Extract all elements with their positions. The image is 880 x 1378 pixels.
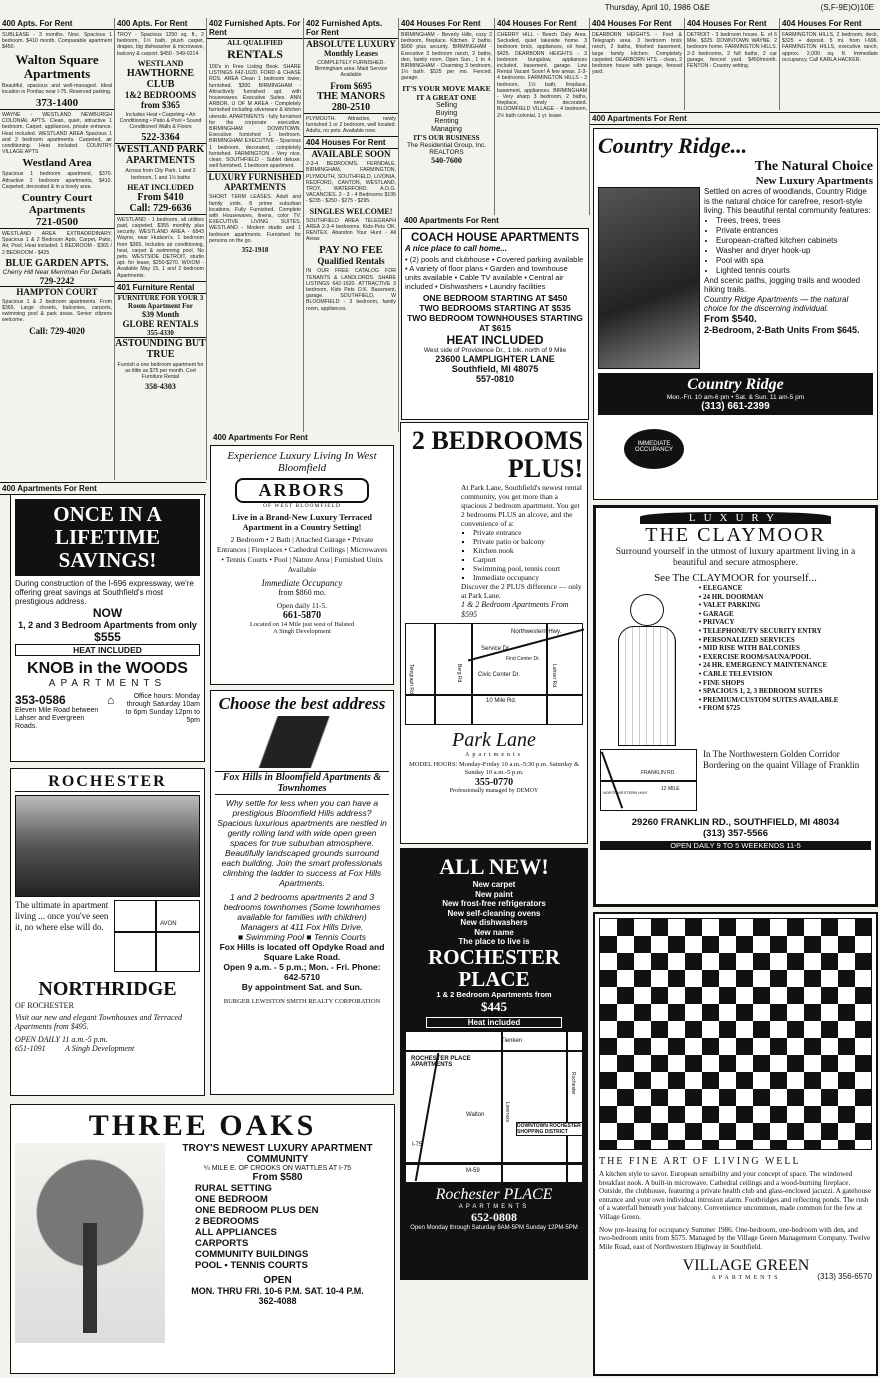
park-lane-mgmt: Professionally managed by DEMOY [449,788,539,794]
country-ridge-footer [598,373,873,415]
map-label: ROCHESTER PLACE APARTMENTS [411,1056,471,1068]
vg-headline: THE FINE ART OF LIVING WELL [599,1156,801,1167]
country-ridge-two-bed: 2-Bedroom, 2-Bath Units From $645. [704,324,860,335]
feature-item: • PRIVACY [703,618,871,627]
ad-title: ASTOUNDING BUT TRUE [115,337,206,360]
fox-hills-managers: Managers at 411 Fox Hills Drive. [240,922,364,932]
rp-units: 1 & 2 Bedroom Apartments from [436,990,552,999]
ad-title: GLOBE RENTALS [122,318,199,329]
classified-text: WAYNE - WESTLAND NEWBURGH COLONIAL APTS. Clean, quiet, attractive 1 bedroom. Carpet, appliances, private entrance. Heat included. WESTLAND AREA Spacious 1 and 2 bedroom apartments. Carpeted, air conditioning. Heat included. COUNTRY VILLAGE APTS [2,112,112,156]
ad-phone: 540-7600 [431,155,462,165]
vg-logo-sub: APARTMENTS [711,1275,781,1282]
three-oaks-open: OPEN [263,1275,292,1286]
three-oaks-location: ¼ MILE E. OF CROOKS ON WATTLES AT I-75 [203,1165,352,1172]
classified-text: Spacious 1 & 2 bedroom apartments. From $365. Large closets, balconies, carports, swimming pool & park areas. Senior citizens welcome. [2,298,112,324]
service-item: Managing [431,125,462,133]
fox-hills-appt: By appointment Sat. and Sun. [241,982,363,992]
map-label: Berg Rd. [456,664,462,684]
service-item: Selling [435,101,457,109]
ad-title: LUXURY FURNISHED APARTMENTS [208,172,302,193]
section-header: 400 Apartments For Rent [402,215,594,226]
service-item: Renting [434,117,459,125]
arbors-from: from $860 mo. [278,588,326,597]
map-label: Civic Center Dr. [478,672,521,678]
classified-text: Includes Heat • Carpeting • Air Conditioning • Patio & Pool • Sound Conditioned Walls & Floors [119,111,202,131]
fox-hills-units: 1 and 2 bedrooms apartments 2 and 3 bedrooms townhomes (Some townhomes available for families with children) [223,892,381,922]
northridge-ad [10,768,205,1096]
coach-location: West side of Providence Dr., 1 blk. north of 9 Mile [423,347,567,354]
northridge-map [114,900,200,972]
feature-item: New dishwashers [460,918,528,927]
northridge-open: OPEN DAILY 11 a.m.-5 p.m. [15,1035,108,1044]
equal-housing-icon: ⌂ [107,693,115,707]
column-header: 400 Apts. For Rent [115,18,206,30]
map-label: Service Dr. [481,646,511,652]
ad-title: HAMPTON COURT [16,286,98,297]
ad-title: IT'S YOUR MOVE MAKE IT A GREAT ONE [402,83,491,102]
feature-item: POOL • TENNIS COURTS [195,1260,308,1271]
ad-title: Country Court Apartments [21,192,93,217]
three-oaks-illustration [15,1143,165,1343]
ad-title: THE MANORS [316,90,386,102]
claymoor-ribbon: LUXURY [640,512,831,524]
coach-townhouse: TWO BEDROOM TOWNHOUSES STARTING AT $615 [407,313,583,333]
park-lane-hours: MODEL HOURS: Monday-Friday 10 a.m.-5:30 p.m. Saturday & Sunday 10 a.m.-5 p.m. [408,761,579,776]
classified-text: COMPLETELY FURNISHED. Birmingham area. Maid Service Available [314,60,388,79]
column-header: 401 Furniture Rental [115,281,206,294]
map-label: M-59 [466,1168,480,1174]
ad-subtitle: Qualified Rentals [317,256,385,267]
park-lane-price: 1 & 2 Bedroom Apartments From $595 [461,600,569,619]
feature-item: RURAL SETTING [195,1183,272,1194]
feature-item: • 24 HR. DOORMAN [703,593,871,602]
ad-title: ALL QUALIFIED [227,39,283,47]
map-label: 12 MILE [661,786,680,792]
classified-text: Furnish a one bedroom apartment for as little as $75 per month. Cort Furniture Rental [117,361,204,381]
ad-title: SINGLES WELCOME! [309,206,393,216]
northridge-of: OF ROCHESTER [15,1001,74,1010]
feature-item: • CABLE TELEVISION [703,670,871,679]
feature-item: • FINE SHOPS [703,679,871,688]
map-label: DOWNTOWN ROCHESTER SHOPPING DISTRICT [516,1122,583,1136]
map-label: First Center Dr. [506,656,540,662]
vg-preleasing: Now pre-leasing for occupancy Summer 1986. One-bedroom, one-bedroom with den, and two-bedroom units from $575. Managed by the Village Green Management Company. Twelve Mile Road, east of Northwestern Highway in Southfield. [599,1225,871,1251]
arbors-open: Open daily 11-5. [276,601,328,610]
section-header: 400 Apartments For Rent [0,482,206,495]
ad-title: WESTLAND [137,58,184,68]
country-ridge-scenic: And scenic paths, jogging trails and wooded hiking trails. [704,275,861,294]
rp-features [406,880,582,937]
classified-text: SUBLEASE - 3 months. Novi. Spacious 1 bedroom. $410 month. Comparable apartment $450. [2,32,112,51]
feature-item: • PREMIUM/CUSTOM SUITES AVAILABLE [703,696,871,705]
classified-text: CHERRY HILL - Beech Daly Area. Secluded, quiet lakeside home. 3 bedroom brick, appliances, oil heat, $425. DEARBORN HEIGHTS - 3 bedroom bungalow, appliances included, basement, garage. Low Rental Vacant Soon! A few areas. 2-3-4 bedrooms. FARMINGTON HILLS - 3 bedroom, 1½ bath, fireplace, basement, appliances. BIRMINGHAM - Very sharp 3 bedroom, 2 baths, fireplace, newly decorated. BLOOMFIELD VILLAGE - 4 bedroom, 2½ bath colonial, 1 yr. lease. [497,32,587,119]
fox-hills-hours: Open 9 a.m. - 5 p.m.; Mon. - Fri. Phone: 642-5710 [223,962,381,982]
services-list [399,102,494,134]
fox-hills-choose: Choose the best address [218,694,386,713]
knob-woods-ad [10,494,205,762]
feature-item: COMMUNITY BUILDINGS [195,1249,309,1260]
vg-body: A kitchen style to savor. European sensibility and your concept of space. The windowed breakfast nook. A built-in microwave. Cathedral ceilings and a wood-burning fireplace. Outside, the clubhouse, featuring a private health club and glass-enclosed jacuzzi. A gatehouse entrance and your own individual intrusion alarm. Footbridges and reflecting ponds. The rush of a waterfall beneath your balcony. Convenience uncommon, made common for the few at Village Green. [599,1170,872,1221]
column-header: 404 Houses For Rent [590,18,684,30]
claymoor-features [695,584,871,749]
classified-text: FARMINGTON HILLS, 2 bedroom, deck, $325 + deposit. 5 mi. from I-696. FARMINGTON HILLS, executive ranch, approx. 2,000 sq. ft. Immediate occupancy. Call KARLA HACKER. [782,32,878,63]
classified-text: SHORT TERM LEASES. Adult and family units. 8 prime suburban locations. Fully Furnished. Complete with Housewares, linens, color TV. EXECUTIVE LIVING SUITES. WESTLAND - Modern studio and 1 bedroom apartments. Furnished for persons on the go. [209,194,301,244]
column-8 [685,18,780,110]
northridge-body: The ultimate in apartment living ... once you've seen it, no where else will do. [15,900,109,932]
arbors-features: 2 Bedroom • 2 Bath | Attached Garage • Private Entrances | Fireplaces • Cathedral Ceilings | Microwaves • Tennis Courts • Pool | Nature Area | Furnished Units Available [216,535,388,574]
claymoor-corridor: In The Northwestern Golden Corridor Bordering on the quaint Village of Franklin [703,749,860,770]
rp-name: ROCHESTER PLACE [428,945,560,991]
lifetime-heat: HEAT INCLUDED [15,644,200,656]
fox-hills-illustration [225,716,379,768]
column-header: 404 Houses For Rent [495,18,589,30]
column-6 [495,18,590,218]
feature-item: New self-cleaning ovens [447,908,541,918]
service-item: Buying [435,109,458,117]
lifetime-units: 1, 2 and 3 Bedroom Apartments from only [18,620,197,630]
country-ridge-logo: Country Ridge [687,376,784,393]
column-header: 402 Furnished Apts. For Rent [207,18,303,39]
three-oaks-features [195,1183,390,1271]
arbors-occupancy: Immediate Occupancy [261,578,343,588]
arbors-tagline: Live in a Brand-New Luxury Terraced Apartment in a Country Setting! [231,512,373,532]
park-lane-logo-sub: Apartments [465,752,523,758]
classified-text: IN OUR FREE CATALOG FOR TENANTS & LANDLORDS. SHARE LISTINGS 642-1620. ATTRACTIVE 3 bedroom, Kids Pets O.K. Basement, garage. SOUTHFIELD, W BLOOMFIELD - 3 bedroom, family room, appliances. [306,268,396,312]
knob-woods-phone: 353-0586 [15,693,66,707]
column-header: 400 Apts. For Rent [0,18,114,30]
feature-item: • FROM $725 [703,704,871,713]
park-lane-body: At Park Lane, Southfield's newest rental community, you get more than a spacious 2 bedroom apartment. You get 2 bedrooms PLUS an alcove, and the convenience of a: [461,483,582,528]
ad-title: Westland Area [22,157,92,170]
feature-item: ONE BEDROOM [195,1194,268,1205]
country-ridge-ad [593,128,878,500]
classified-text: PLYMOUTH. Attractive, newly furnished 1 or 2 bedroom, well located. Adults, no pets. Available now. [306,115,396,135]
column-7 [590,18,685,110]
ad-title: ABSOLUTE LUXURY [306,39,396,49]
ad-phone: 729-2242 [0,276,114,287]
ad-title: IT'S OUR BUSINESS [413,133,480,142]
ad-phone: 522-3364 [115,132,206,144]
feature-item: • EXERCISE ROOM/SAUNA/POOL [703,653,871,662]
claymoor-title: THE CLAYMOOR [645,524,826,546]
park-lane-ad [400,422,588,844]
map-label: Lahser Rd. [551,664,557,689]
coach-features: • (2) pools and clubhouse • Covered parking available • A variety of floor plans • Garden and townhouse units available • Cable TV available • Central air included • Dishwashers • Laundry facilities [405,255,584,291]
feature-item: 2 BEDROOMS [195,1216,259,1227]
claymoor-phone: (313) 357-5566 [703,828,768,839]
arbors-phone: 661-5870 [282,610,322,621]
feature-item: • Lighted tennis courts [716,266,873,276]
feature-item: • Washer and dryer hook-up [716,246,873,256]
country-ridge-hours: Mon.-Fri. 10 am-6 pm • Sat. & Sun. 11 am-5 pm [666,394,805,401]
park-lane-map [405,623,583,725]
coach-house-ad [401,216,589,420]
three-oaks-subtitle: TROY'S NEWEST LUXURY APARTMENT COMMUNITY [182,1143,373,1165]
claymoor-ad [593,505,878,907]
coach-one-bedroom: ONE BEDROOM STARTING AT $450 [422,293,568,303]
park-lane-features [461,528,583,582]
fox-hills-body: Why settle for less when you can have a prestigious Bloomfield Hills address? Spacious luxurious apartments are nestled in gently rolling land with wide open green spaces for true suburban atmosphere. Beautifully landscaped grounds surround each building. Join the smart professionals climbing the ladder to success at Fox Hills Apartments. [217,798,387,888]
column-9 [780,18,880,110]
map-label: Tienken [501,1038,523,1044]
fox-hills-amenities: ■ Swimming Pool ■ Tennis Courts [237,932,367,942]
map-label: NORTHWESTERN HWY [603,790,648,795]
ad-title: Walton Square Apartments [15,51,99,81]
ad-title: WESTLAND PARK APARTMENTS [116,144,205,167]
classified-text: 100's in Free Listing Book. SHARE LISTINGS 642-1620. FORD & CHASE RDS. AREA Clean 1 bedroom lower, furnished. $300. BIRMINGHAM - Attractively furnished apt. with housewares. Executive Suites. ANN ARBOR, U OF M AREA - Completely furnished including silverware & kitchen utensils. APARTMENTS - fully furnished for the corporate executive. BIRMINGHAM DOWNTOWN. Executive furnished 1 bedroom. BIRMINGHAM EXECUTIVE - Spacious 1 bedroom, decorated, completely furnished. FARMINGTON - Very nice, clean. SOUTHFIELD - Sublet deluxe, well furnished, 1 bedroom apartment. [209,64,301,170]
lifetime-title: ONCE IN A LIFETIME SAVINGS! [15,499,200,576]
classified-text: DEARBORN HEIGHTS - Ford & Telegraph area. 3 bedroom brick ranch, 2 baths, finished basement, large family kitchen. Completely carpeted. DEARBORN HTS. - clean, 2 bedroom house with garage, fenced yard. [592,32,682,76]
rp-logo-sub: APARTMENTS [458,1204,530,1210]
country-ridge-intro: Settled on acres of woodlands, Country Ridge is the natural choice for carefree, resort-style living. This beautiful rental community features: [704,187,871,215]
arbors-dev: A Singh Development [273,628,331,635]
column-header: 404 Houses For Rent [399,18,494,30]
northridge-photo [15,795,200,897]
fox-hills-ad [210,690,394,1095]
country-ridge-headline: The Natural Choice [754,159,873,174]
feature-item: CARPORTS [195,1238,249,1249]
classified-text: DETROIT - 3 bedroom house, E. of 6 Mile, $325. DOWNTOWN WAYNE. 2 bedroom home. FARMINGTON HILLS. 2-3 bedrooms, 2 full baths, 2 car garage, fenced yard. $450/month. FENTON - Country setting. [687,32,777,70]
coach-tagline: A nice place to call home... [405,244,507,253]
ad-price: From $410 [137,191,184,203]
three-oaks-title: THREE OAKS [88,1109,317,1142]
masthead-section: (S,F-9E)O)10E [820,3,874,12]
feature-item: • ELEGANCE [703,584,871,593]
country-ridge-features [704,216,873,276]
fox-hills-title: Fox Hills in Bloomfield Apartments & Townhomes [215,771,389,795]
feature-item: ▪ Swimming pool, tennis court [473,564,583,573]
coach-two-bedroom: TWO BEDROOMS STARTING AT $535 [419,303,571,313]
masthead-date: Thursday, April 10, 1986 O&E [604,3,710,12]
ad-subtitle: Cherry Hill Near Merriman For Details [2,268,112,276]
doorman-illustration [600,584,695,749]
feature-item: ONE BEDROOM PLUS DEN [195,1205,319,1216]
feature-item: • SPACIOUS 1, 2, 3 BEDROOM SUITES [703,687,871,696]
feature-item: ▪ Carport [473,555,583,564]
northridge-phone: 651-1091 [15,1044,46,1053]
column-header: 404 Houses For Rent [780,18,880,30]
feature-item: • GARAGE [703,610,871,619]
ad-price: $39 Month [141,309,180,319]
company-type: REALTORS [429,148,464,156]
column-3 [207,18,304,433]
park-lane-logo: Park Lane [452,729,536,751]
ad-phone: 358-4303 [145,382,176,392]
map-label: AVON [160,921,177,927]
map-label: FRANKLIN RD. [641,770,676,776]
classified-text: Beautiful, spacious and well-managed. Ideal location in Pontiac near I-75. Reserved parking. [2,82,112,95]
column-5 [399,18,495,218]
fox-hills-agent: BURGER LEWISTON SMITH REALTY CORPORATION [223,998,381,1005]
classified-text: WESTLAND AREA EXTRAORDINARY. Spacious 1 & 2 Bedroom Apts. Carpet, Patio, Air, Pool, Heat included. 1 BEDROOM - $365 / 2 BEDROOM - $425 [2,231,112,256]
classified-text: Spacious 1 bedroom apartment, $370. Attractive 2 bedroom apartments, $410. Carpeted, decorated & in a lovely area. [2,171,112,190]
feature-item: ▪ Immediate occupancy [473,573,583,582]
three-oaks-price: From $580 [252,1172,303,1183]
coach-phone: 557-0810 [475,374,515,384]
claymoor-map [600,749,697,811]
ad-title: BLUE GARDEN APTS. [5,257,109,269]
arbors-location: Located on 14 Mile just west of Halsted [249,621,355,628]
rp-price: $445 [481,999,507,1014]
feature-item: ▪ Private entrance [473,528,583,537]
coach-city: Southfield, MI 48075 [451,364,539,374]
northridge-dev: A Singh Development [65,1044,135,1053]
ad-title: RENTALS [227,47,283,61]
checkerboard-illustration [599,918,872,1150]
claymoor-see: See The CLAYMOOR for yourself... [654,572,817,584]
classified-text: Across from City Park. 1 and 2 bedroom, 1 and 1½ baths [125,168,196,181]
company-name: The Residential Group, Inc. [406,141,487,149]
rochester-place-ad [400,848,588,1280]
map-label: Northwestern Hwy. [511,629,562,635]
ad-price: From $695 [330,80,372,91]
feature-item: • Trees, trees, trees [716,216,873,226]
three-oaks-phone: 362-4088 [258,1296,297,1306]
rp-title: ALL NEW! [439,854,549,879]
lifetime-body: During construction of the I-696 expressway, we're offering great savings at Southfield's most prestigious address. [15,579,194,606]
feature-item: • PERSONALIZED SERVICES [703,636,871,645]
map-label: I-75 [412,1142,423,1148]
section-header: 400 Apartments For Rent [590,112,880,125]
feature-item: New frost-free refrigerators [442,899,546,908]
knob-woods-hours: Office hours: Monday through Saturday 10am to 6pm Sunday 12pm to 5pm [125,693,200,724]
classified-text: 2-3-4 BEDROOMS. FERNDALE, BIRMINGHAM, FARMINGTON, PLYMOUTH, SOUTHFIELD, LIVONIA, REDFORD, CANTON, WESTLAND, TROY, WATERFORD. A.O.G. VACANCIES. 2 - 3 - 4 Bedrooms $195 - $235 - $250 - $275 - $295. [306,161,396,205]
column-4 [304,18,399,433]
three-oaks-hours: MON. THRU FRI. 10-6 P.M. SAT. 10-4 P.M. [191,1286,364,1296]
feature-item: • 24 HR. EMERGENCY MAINTENANCE [703,661,871,670]
rp-place: The place to live is [458,937,530,946]
country-ridge-subhead: New Luxury Apartments [755,175,873,187]
ad-title: PAY NO FEE [319,244,383,257]
ad-phone: 280-2510 [304,102,398,114]
knob-woods-logo-sub: APARTMENTS [48,678,167,689]
feature-item: • MID RISE WITH BALCONIES [703,644,871,653]
ad-title: AVAILABLE SOON [311,149,391,160]
arbors-logo: ARBORS [235,478,369,503]
column-header: 404 Houses For Rent [685,18,779,30]
ad-phone: 373-1400 [0,97,114,110]
ad-phone: 721-0500 [0,216,114,229]
ad-subtitle: 1&2 BEDROOMS from $365 [124,89,197,110]
park-lane-phone: 355-0770 [474,777,514,788]
rp-hours: Open Monday through Saturday 9AM-5PM Sunday 12PM-5PM [410,1225,578,1231]
arbors-logo-sub: OF WEST BLOOMFIELD [263,503,341,509]
northridge-logo: NORTHRIDGE [38,978,177,1000]
park-lane-discover: Discover the 2 PLUS difference — only at Park Lane. [461,582,582,600]
rp-logo: Rochester PLACE [435,1186,553,1203]
feature-item: ▪ Private patio or balcony [473,537,583,546]
knob-woods-logo: KNOB in the WOODS [27,660,188,677]
northridge-visit: Visit our new and elegant Townhouses and Terraced Apartments from $495. [15,1013,183,1031]
vg-logo: VILLAGE GREEN [682,1257,810,1275]
knob-woods-location: Eleven Mile Road between Lahser and Evergreen Roads. [15,707,99,730]
three-oaks-ad [10,1104,395,1374]
coach-title: COACH HOUSE APARTMENTS [410,232,580,244]
rp-phone: 652-0808 [471,1210,517,1224]
rp-heat: Heat included [426,1017,562,1028]
feature-item: • Pool with spa [716,256,873,266]
ad-phone: 355-4330 [115,329,206,338]
country-ridge-photo [598,187,700,369]
map-label: 10 Mile Rd. [486,698,517,704]
claymoor-hours: OPEN DAILY 9 TO 5 WEEKENDS 11-5 [600,841,871,850]
arbors-ad [210,433,394,685]
feature-item: • TELEPHONE/TV SECURITY ENTRY [703,627,871,636]
park-lane-big: 2 BEDROOMS PLUS! [411,426,583,483]
lifetime-price: $555 [94,630,121,644]
ad-phone: Call: 729-6636 [115,203,206,215]
coach-heat: HEAT INCLUDED [446,333,544,347]
ad-title: FURNITURE FOR YOUR 3 Room Apartment For [117,293,204,310]
column-1 [0,18,115,480]
occupancy-badge: IMMEDIATE OCCUPANCY [624,429,684,469]
fox-hills-location: Fox Hills is located off Opdyke Road and Square Lake Road. [219,942,385,962]
feature-item: New name [474,927,514,937]
map-label: Telegraph Rd. [408,664,414,696]
classified-text: SOUTHFIELD AREA TELEGRAPH AREA 2-3-4 bedrooms, Kids-Pets OK. RENTEX. Abandon Your Hunt - All Areas [306,217,396,243]
map-label: Rochester [570,1072,576,1095]
feature-item: • Private entrances [716,226,873,236]
country-ridge-title: Country Ridge... [598,133,748,158]
section-header: 400 Apartments For Rent [211,432,399,443]
column-2 [115,18,207,480]
rochester-heading: ROCHESTER [15,773,200,792]
ad-heat: HEAT INCLUDED [127,182,194,192]
feature-item: New carpet [472,880,516,889]
classified-text: TROY - Spacious 1250 sq. ft., 2 bedroom, 1½ bath, plush carpet, drapes, big dishwasher & microwave, balcony & carport. $450 - 549-0214 [117,32,204,57]
masthead [0,0,880,18]
claymoor-intro: Surround yourself in the utmost of luxury apartment living in a beautiful and secure atmosphere. [615,547,856,568]
rp-map [406,1032,582,1182]
feature-item: ALL APPLIANCES [195,1227,277,1238]
feature-item: New paint [475,889,513,899]
ad-subtitle: Monthly Leases [324,49,378,58]
classified-text: BIRMINGHAM - Beverly Hills, cozy 2 bedroom, fireplace. Kitchen, 2 baths. $900 plus security. BIRMINGHAM - Executive 3 bedroom ranch, 2 baths, den, family room. Open Sun., 1 to 4. BIRMINGHAM - Charming 3 bedroom, 1½ bath. $525 per mo. Fenced, garage. [401,32,492,82]
column-header: 404 Houses For Rent [304,136,398,149]
feature-item: ▪ Kitchen nook [473,546,583,555]
map-label: Livernois [504,1102,510,1123]
classified-text: WESTLAND - 1 bedroom, all utilities paid, carpeted, $355 monthly plus security. WESTLAND AREA - 6843 Wayne, near Hudson's. 1 bedroom from $365. Includes air conditioning, heat, carpet & swimming pool. No pets. WESTSIDE DETROIT, studio apt. for lease, $250-$270. WIXOM - Available May 15, 1 and 2 bedroom Apartments. [117,216,204,279]
country-ridge-phone: (313) 661-2399 [701,401,770,412]
column-header: 402 Furnished Apts. For Rent [304,18,398,39]
ad-phone: 352-1918 [241,246,269,255]
ad-phone: Call: 729-4020 [29,325,85,336]
feature-item: • European-crafted kitchen cabinets [716,236,873,246]
country-ridge-closing: Country Ridge Apartments — the natural choice for the discerning individual. [704,294,849,313]
village-green-ad [593,912,878,1376]
map-label: Walton [466,1112,485,1118]
lifetime-now: NOW [92,606,123,620]
ad-title: HAWTHORNE CLUB [126,67,195,90]
country-ridge-price: From $540. [704,313,757,325]
arbors-headline: Experience Luxury Living In West Bloomfield [227,450,377,474]
claymoor-address: 29260 FRANKLIN RD., SOUTHFIELD, MI 48034 [631,817,840,828]
coach-address: 23600 LAMPLIGHTER LANE [435,354,555,364]
feature-item: • VALET PARKING [703,601,871,610]
vg-phone: (313) 356-6570 [817,1272,872,1282]
